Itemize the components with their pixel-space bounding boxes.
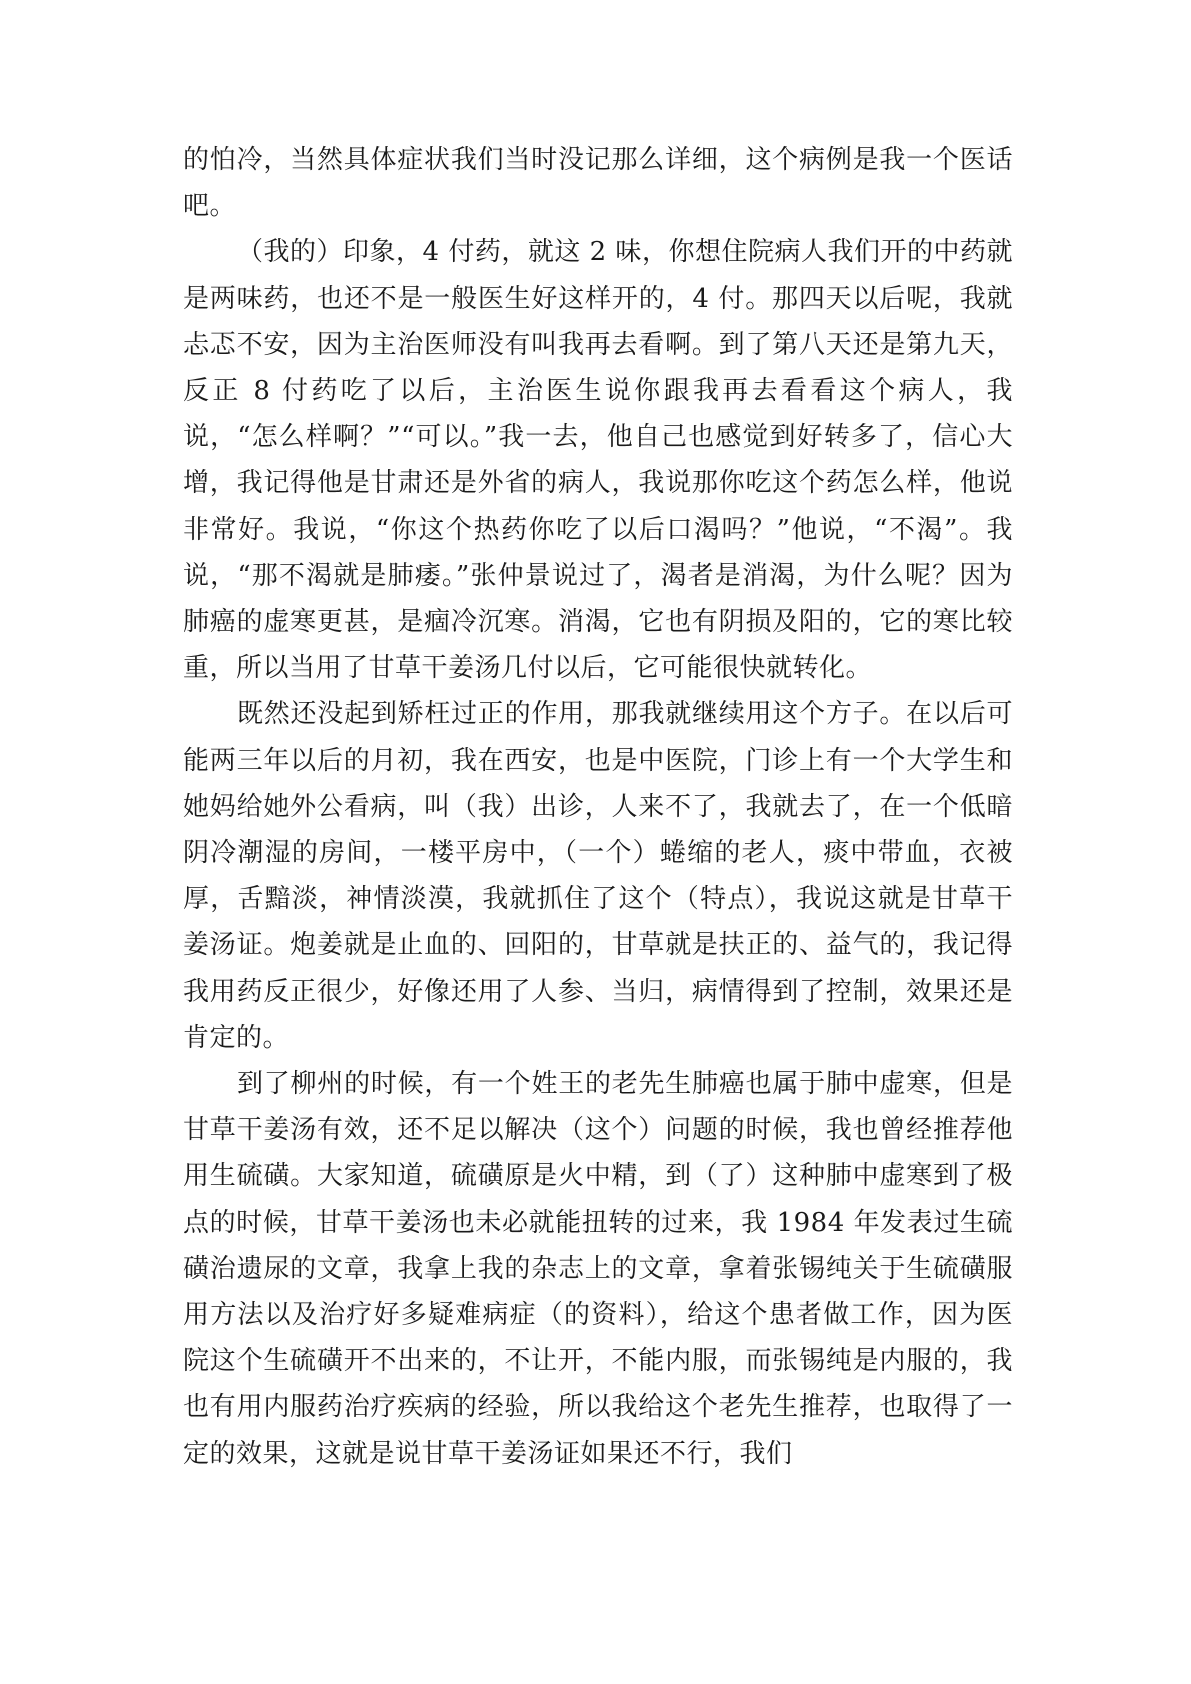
paragraph-4: 到了柳州的时候，有一个姓王的老先生肺癌也属于肺中虚寒，但是甘草干姜汤有效，还不足以解决（这个）问题的时候，我也曾经推荐他用生硫磺。大家知道，硫磺原是火中精，到（了）这种肺中虚寒到了极点的时候，甘草干姜汤也未必就能扭转的过来，我 1984 年发表过生硫磺治遗尿的文章，我拿上我的杂志上的文章，拿着张锡纯关于生硫磺服用方法以及治疗好多疑难病症（的资料），给这个患者做工作，因为医院这个生硫磺开不出来的，不让开，不能内服，而张锡纯是内服的，我也有用内服药治疗疾病的经验，所以我给这个老先生推荐，也取得了一定的效果，这就是说甘草干姜汤证如果还不行，我们 [183,1069,1013,1469]
paragraph-3: 既然还没起到矫枉过正的作用，那我就继续用这个方子。在以后可能两三年以后的月初，我在西安，也是中医院，门诊上有一个大学生和她妈给她外公看病，叫（我）出诊，人来不了，我就去了，在一个低暗阴冷潮湿的房间，一楼平房中，（一个）蜷缩的老人，痰中带血，衣被厚，舌黯淡，神情淡漠，我就抓住了这个（特点），我说这就是甘草干姜汤证。炮姜就是止血的、回阳的，甘草就是扶正的、益气的，我记得我用药反正很少，好像还用了人参、当归，病情得到了控制，效果还是肯定的。 [183,699,1013,1053]
body-text [183,137,1013,1477]
paragraph-2: （我的）印象，4 付药，就这 2 味，你想住院病人我们开的中药就是两味药，也还不是一般医生好这样开的，4 付。那四天以后呢，我就忐忑不安，因为主治医师没有叫我再去看啊。到了第八天还是第九天，反正 8 付药吃了以后，主治医生说你跟我再去看看这个病人，我说，“怎么样啊？”“可以。”我一去，他自己也感觉到好转多了，信心大增，我记得他是甘肃还是外省的病人，我说那你吃这个药怎么样，他说非常好。我说，“你这个热药你吃了以后口渴吗？”他说，“不渴”。我说，“那不渴就是肺痿。”张仲景说过了，渴者是消渴，为什么呢？因为肺癌的虚寒更甚，是痼冷沉寒。消渴，它也有阴损及阳的，它的寒比较重，所以当用了甘草干姜汤几付以后，它可能很快就转化。 [183,237,1013,684]
paragraph-1: 的怕冷，当然具体症状我们当时没记那么详细，这个病例是我一个医话吧。 [183,145,1013,222]
